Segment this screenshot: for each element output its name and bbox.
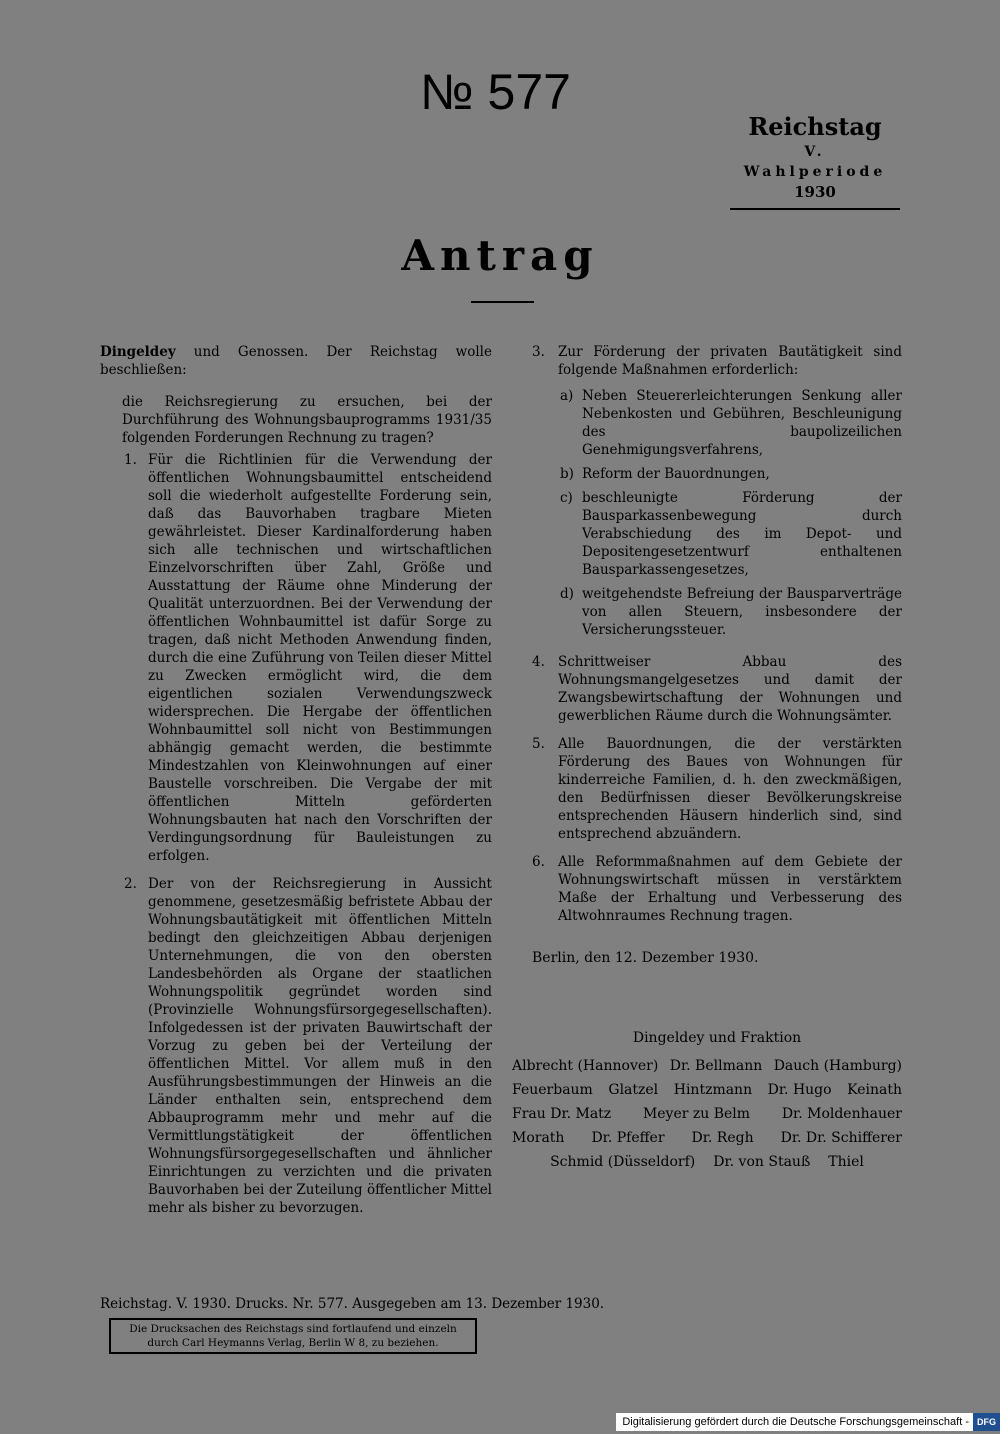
- signature-line: [512, 1128, 902, 1148]
- signatory-name: Dr. Pfeffer: [591, 1130, 665, 1146]
- demand-text: Zur Förderung der privaten Bautätigkeit sind folgende Maßnahmen erforderlich:: [558, 344, 902, 378]
- demand-text: Alle Reformmaßnahmen auf dem Gebiete der Wohnungswirtschaft müssen in verstärktem Maße der Erhaltung und Verbesserung des Altwohnraumes Rechnung tragen.: [558, 854, 902, 924]
- publisher-notice-line: durch Carl Heymanns Verlag, Berlin W 8, zu beziehen.: [147, 1337, 439, 1349]
- signatory-name: Dr. Hugo: [767, 1082, 832, 1098]
- signature-line: [512, 1080, 902, 1100]
- signatory-name: Feuerbaum: [512, 1082, 593, 1098]
- signatory-name: Dr. Dr. Schifferer: [780, 1130, 902, 1146]
- signatory-name: Dr. Bellmann: [669, 1058, 763, 1074]
- sub-item-text: weitgehendste Befreiung der Bausparverträge von allen Steuern, insbesondere der Versicherungssteuer.: [582, 586, 902, 638]
- signatory-name: Hintzmann: [673, 1082, 753, 1098]
- motion-intro-text: und Genossen. Der Reichstag wolle beschließen:: [100, 344, 492, 378]
- demand-text: Der von der Reichsregierung in Aussicht genommene, gesetzesmäßig befristete Abbau der Wohnungsbautätigkeit mit öffentlichen Mitteln bedingt den gleichzeitigen Abbau derjenigen Unternehmungen, die von den obersten Landesbehörden als Organe der staatlichen Wohnungspolitik gegründet worden sind (Provinzielle Wohnungsfürsorgegesellschaften). Infolgedessen ist der privaten Bauwirtschaft der Vorzug zu geben bei der Verteilung der öffentlichen Mittel. Vor allem muß in den Ausführungsbestimmungen der Hinweis an die Länder enthalten sein, entsprechend dem Abbauprogramm mehr und mehr auf die Vermittlungstätigkeit der öffentlichen Wohnungsfürsorgegesellschaften und ähnlicher Einrichtungen zu verzichten und die privaten Bauvorhaben bei der Zuteilung öffentlicher Mittel mehr als bisher zu bevorzugen.: [148, 876, 492, 1216]
- demand-number: 4.: [532, 654, 545, 670]
- demand-item: [100, 451, 492, 865]
- demand-number: 5.: [532, 736, 545, 752]
- signatory-name: Dr. Moldenhauer: [781, 1106, 902, 1122]
- signature-line: [512, 1104, 902, 1124]
- publisher-notice-line: Die Drucksachen des Reichstags sind fortlaufend und einzeln: [129, 1323, 457, 1335]
- signatory-name: Dr. Regh: [691, 1130, 754, 1146]
- signatory-name: Morath: [512, 1130, 565, 1146]
- motion-author: Dingeldey: [100, 344, 176, 360]
- demand-number: 3.: [532, 344, 545, 360]
- date-line: Berlin, den 12. Dezember 1930.: [532, 950, 759, 966]
- sub-item-text: Neben Steuererleichterungen Senkung aller Nebenkosten und Gebühren, Beschleunigung des baupolizeilichen Genehmigungsverfahrens,: [582, 388, 902, 458]
- demand-number: 1.: [124, 452, 137, 468]
- dfg-logo: DFG: [973, 1413, 1000, 1431]
- reichstag-header: [730, 112, 900, 210]
- sub-item: [560, 465, 902, 483]
- demand-text: Schrittweiser Abbau des Wohnungsmangelgesetzes und damit der Zwangsbewirtschaftung der Wohnungen und gewerblichen Räume durch die Wohnungsämter.: [558, 654, 902, 724]
- signatory-name: Thiel: [828, 1154, 864, 1170]
- signature-line: [512, 1056, 902, 1076]
- period-year: 1930: [794, 183, 836, 201]
- legislative-period: V. Wahlperiode: [743, 144, 887, 180]
- funding-note: Digitalisierung gefördert durch die Deutsche Forschungsgemeinschaft -: [616, 1413, 973, 1431]
- sub-item-mark: c): [560, 490, 573, 506]
- sub-item-mark: a): [560, 388, 574, 404]
- publisher-notice: [109, 1318, 477, 1354]
- demand-item: [532, 343, 902, 379]
- demand-item: [532, 653, 902, 725]
- sub-item-mark: b): [560, 466, 574, 482]
- sub-item-text: Reform der Bauordnungen,: [582, 466, 770, 482]
- left-column: [100, 343, 492, 1227]
- signatory-name: Albrecht (Hannover): [512, 1058, 659, 1074]
- signatory-name: Schmid (Düsseldorf): [550, 1154, 696, 1170]
- print-imprint: Reichstag. V. 1930. Drucks. Nr. 577. Ausgegeben am 13. Dezember 1930.: [100, 1296, 605, 1312]
- right-column: [532, 343, 902, 935]
- signatories-heading: Dingeldey und Fraktion: [632, 1030, 802, 1046]
- sub-item: [560, 387, 902, 459]
- title-rule: [471, 301, 534, 303]
- demand-text: Für die Richtlinien für die Verwendung der öffentlichen Wohnungsbaumittel entscheidend soll die wiederholt aufgestellte Forderung sein, daß das Bauvorhaben tragbare Mieten gewährleistet. Dieser Kardinalforderung haben sich alle technischen und wirtschaftlichen Einzelvorschriften über Zahl, Größe und Ausstattung der Räume ohne Minderung der Qualität unterzuordnen. Bei der Verwendung der öffentlichen Wohnbaumittel ist dafür Sorge zu tragen, daß nicht Methoden Anwendung finden, durch die eine Zuführung von Teilen dieser Mittel zu Zwecken ermöglicht wird, die dem eigentlichen sozialen Verwendungszweck widersprechen. Die Hergabe der öffentlichen Wohnbaumittel soll nicht von Bestimmungen abhängig gemacht werden, die bestimmte Mindestzahlen von Kleinwohnungen auf einer Baustelle vorschreiben. Die Vergabe der mit öffentlichen Mitteln geförderten Wohnungsbauten hat nach den Vorschriften der Verdingungsordnung für Bauleistungen zu erfolgen.: [148, 452, 492, 864]
- demand-text: Alle Bauordnungen, die der verstärkten Förderung des Baues von Wohnungen für kinderreiche Familien, d. h. den zweckmäßigen, den Bedürfnissen dieser Bevölkerungskreise entsprechenden Häusern hinderlich sind, sind entsprechend abzuändern.: [558, 736, 902, 842]
- motion-lead: die Reichsregierung zu ersuchen, bei der Durchführung des Wohnungsbauprogramms 1931/35 folgenden Forderungen Rechnung zu tragen?: [122, 394, 492, 446]
- motion-intro: [100, 343, 492, 379]
- sub-item-mark: d): [560, 586, 574, 602]
- sub-item: [560, 489, 902, 579]
- sub-item-text: beschleunigte Förderung der Bausparkassenbewegung durch Verabschiedung des im Depot- und Depositengesetzentwurf enthaltenen Bausparkassengesetzes,: [582, 490, 902, 578]
- document-title: Antrag: [401, 231, 599, 280]
- demand-number: 6.: [532, 854, 545, 870]
- demand-number: 2.: [124, 876, 137, 892]
- signatory-name: Meyer zu Belm: [642, 1106, 751, 1122]
- digitization-footer: [616, 1410, 1000, 1434]
- reichstag-title: Reichstag: [748, 112, 882, 141]
- signatory-name: Keinath: [847, 1082, 902, 1098]
- signatory-name: Frau Dr. Matz: [512, 1106, 612, 1122]
- signatory-name: Dr. von Stauß: [713, 1154, 811, 1170]
- demand-item: [100, 875, 492, 1217]
- header-rule: [730, 208, 900, 210]
- sub-item: [560, 585, 902, 639]
- signature-line: [512, 1152, 902, 1172]
- demand-item: [532, 853, 902, 925]
- document-number: № 577: [420, 64, 571, 120]
- signatory-name: Dauch (Hamburg): [773, 1058, 902, 1074]
- signatory-name: Glatzel: [608, 1082, 659, 1098]
- demand-item: [532, 735, 902, 843]
